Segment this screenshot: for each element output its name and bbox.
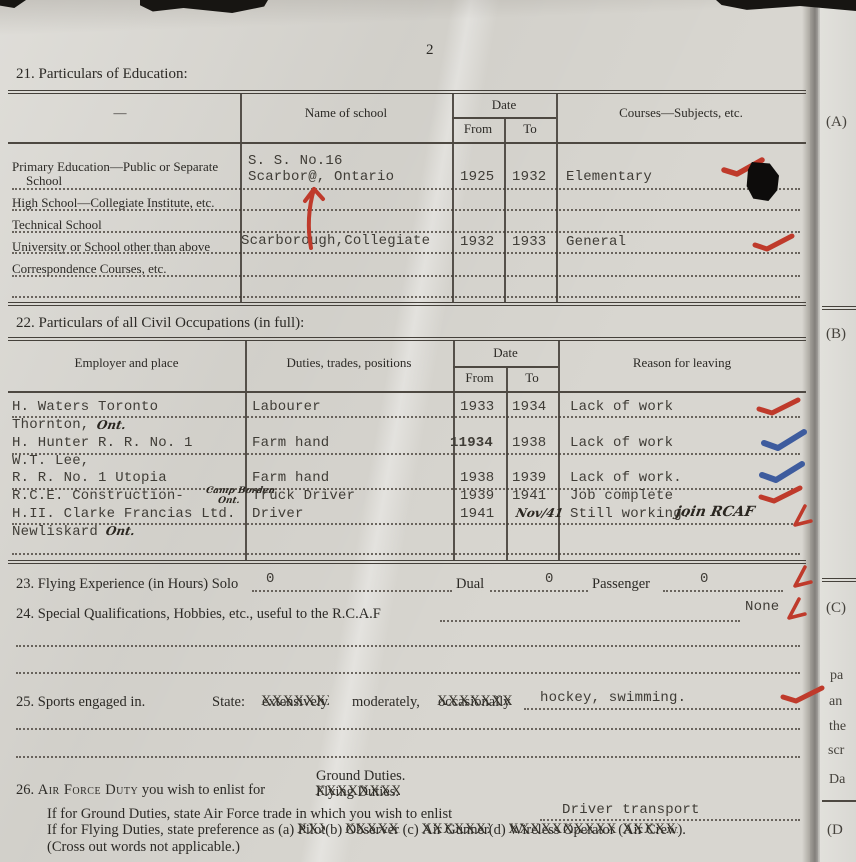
edu-header-date: Date — [491, 97, 517, 112]
edu-label-primary-line2: School — [26, 173, 63, 188]
s24-dotted-cont2 — [16, 672, 800, 674]
handwritten-nov-41: Nov/41 — [514, 506, 565, 520]
rule-bottom-occ-table — [8, 560, 806, 564]
blue-checkmark-icon — [760, 428, 808, 452]
occ-employer: Thornton, — [12, 417, 90, 433]
next-page-word-1: pa — [830, 668, 844, 683]
occ-header-duties: Duties, trades, positions — [286, 355, 412, 370]
occ-header-from: From — [465, 370, 494, 385]
edu-label-technical: Technical School — [12, 217, 102, 232]
s25-dotted-cont1 — [16, 728, 800, 730]
occ-dotted-1 — [12, 416, 800, 418]
s23-passenger-value: 0 — [700, 571, 709, 587]
edu-header-from: From — [463, 121, 493, 136]
handwritten-join-rcaf: join RCAF — [674, 504, 756, 520]
occ-employer: H. Hunter R. R. No. 1 — [12, 435, 193, 451]
edu-label-correspondence: Correspondence Courses, etc. — [12, 261, 167, 276]
s24-dotted — [440, 620, 740, 622]
next-page-rule-1 — [822, 306, 856, 310]
occ-duty: Driver — [252, 506, 304, 522]
s23-dotted-passenger — [663, 590, 783, 592]
s23-dotted-dual — [490, 590, 588, 592]
s26-trade-answer: Driver transport — [562, 802, 700, 818]
next-page-word-5: Da — [829, 772, 846, 787]
occ-col-line-3 — [506, 368, 508, 560]
s25-dotted-cont2 — [16, 756, 800, 758]
s25-dotted — [524, 708, 800, 710]
red-checkmark-icon — [752, 232, 796, 252]
occ-from: 11934 — [450, 435, 494, 451]
rule-bottom-edu-table — [8, 302, 806, 306]
section-22-title: 22. Particulars of all Civil Occupations (in full): — [16, 315, 305, 331]
s26-cross-note: (Cross out words not applicable.) — [47, 839, 240, 855]
s24-answer: None — [745, 599, 780, 615]
edu-dotted-row1 — [12, 188, 800, 190]
occ-from: 1933 — [460, 399, 495, 415]
s26-number: 26. — [16, 782, 35, 798]
occ-employer: R. R. No. 1 Utopia — [12, 470, 167, 486]
occ-to: 1934 — [512, 399, 547, 415]
s26-flying-pre: If for Flying Duties, state preference as (a) — [47, 822, 295, 838]
edu-entry-primary-to: 1932 — [512, 169, 547, 185]
edu-col-line-1 — [240, 94, 242, 303]
occ-employer: H.II. Clarke Francias Ltd. — [12, 506, 236, 522]
page-number: 2 — [426, 42, 434, 58]
occ-reason: Lack of work. — [570, 470, 682, 486]
occ-header-employer: Employer and place — [74, 355, 179, 370]
occ-to: 1941 — [512, 488, 547, 504]
occ-duty: Farm hand — [252, 435, 330, 451]
handwritten-ont: Ont. — [104, 524, 137, 538]
next-page-word-3: the — [829, 719, 847, 734]
crossed-word-air-crew: Air Crew XXXXXXXX — [623, 822, 677, 839]
s23-passenger-label: Passenger — [592, 576, 650, 592]
crossed-word-occasionally: occasionally XXXXXXXXXXXXX — [438, 694, 510, 711]
occ-col-line-4 — [558, 341, 560, 560]
occ-header-date: Date — [493, 345, 518, 360]
s26-b: (b) — [325, 822, 343, 838]
next-page-rule-3 — [822, 800, 856, 802]
occ-employer: H. Waters Toronto — [12, 399, 159, 415]
s23-dotted-solo — [252, 590, 452, 592]
s26-duty-choice — [316, 768, 405, 800]
red-checkmark-icon — [756, 396, 802, 416]
next-page-label-c: (C) — [826, 600, 846, 616]
edu-header-bottom-line — [8, 142, 806, 144]
edu-label-primary-line1: Primary Education—Public or Separate — [12, 159, 219, 174]
edu-dotted-row5 — [12, 275, 800, 277]
occ-header-bottom-line — [8, 391, 806, 393]
occ-col-line-1 — [245, 341, 247, 560]
s24-dotted-cont1 — [16, 645, 800, 647]
occ-reason: Still working. — [570, 506, 691, 522]
edu-header-courses: Courses—Subjects, etc. — [619, 105, 743, 120]
occ-duty: Farm hand — [252, 470, 330, 486]
s23-dual-value: 0 — [545, 571, 554, 587]
occ-date-subline — [453, 366, 558, 368]
s26-air-force-duty: Air Force Duty — [37, 782, 139, 798]
occ-duty: Labourer — [252, 399, 321, 415]
s25-state-label: State: — [212, 694, 246, 710]
next-page-label-d: (D — [827, 822, 843, 838]
red-tick-mark-icon — [790, 503, 814, 531]
rule-top-occ-table — [8, 337, 806, 341]
next-page-word-4: scr — [828, 743, 845, 758]
handwritten-camp-borden: Camp Borden — [205, 486, 276, 496]
next-page-rule-2 — [822, 578, 856, 582]
occ-dotted-5 — [12, 553, 800, 555]
crossed-word-extensively: extensively XXXXXXXXXXXX — [262, 694, 328, 711]
edu-date-subline — [452, 117, 556, 119]
edu-entry-primary-courses: Elementary — [566, 169, 653, 185]
crossed-word-observer: Observer XXXXXXXX — [346, 822, 399, 839]
edu-dotted-row6 — [12, 296, 800, 298]
s25-moderately: moderately, — [352, 694, 420, 710]
edu-col-line-4 — [556, 94, 558, 303]
s26-flying-line — [47, 822, 686, 839]
s26-close: ). — [677, 822, 686, 838]
edu-dotted-row2 — [12, 209, 800, 211]
crossed-word-pilot: Pilot XXXXX — [298, 822, 325, 839]
edu-header-school: Name of school — [304, 105, 388, 120]
red-tick-mark-icon — [784, 596, 808, 624]
occ-duty: Truck Driver — [252, 488, 356, 504]
crossed-word-wireless-operator: Wireless Operator XXXXXXXXXXXXXXXXXX — [509, 822, 614, 839]
edu-header-blank: — — [113, 105, 127, 120]
red-checkmark-icon — [780, 684, 826, 704]
s26-c: (c) — [402, 822, 419, 838]
occ-reason: Lack of work — [570, 435, 674, 451]
blue-checkmark-icon — [758, 460, 806, 484]
occ-to: 1939 — [512, 470, 547, 486]
red-arrow-up-icon — [296, 180, 332, 252]
section-24-label: 24. Special Qualifications, Hobbies, etc., useful to the R.C.A.F — [16, 606, 381, 622]
crossed-word-air-gunner: Air Gunner XXXXXXXXXXX — [422, 822, 488, 839]
s23-solo-value: 0 — [266, 571, 275, 587]
red-checkmark-icon — [758, 484, 804, 504]
s25-answer: hockey, swimming. — [540, 690, 687, 706]
occ-to: 1938 — [512, 435, 547, 451]
section-21-title: 21. Particulars of Education: — [16, 66, 188, 82]
occ-dotted-2 — [12, 453, 800, 455]
edu-entry-primary-school2: Scarbor@, Ontario — [248, 169, 395, 185]
edu-entry-university-courses: General — [566, 234, 627, 250]
occ-from: 1939 — [460, 488, 495, 504]
s26-ground-line: If for Ground Duties, state Air Force trade in which you wish to enlist — [47, 806, 453, 822]
edu-label-university: University or School other than above — [12, 239, 211, 254]
red-tick-mark-icon — [790, 564, 814, 592]
edu-header-to: To — [523, 121, 537, 136]
handwritten-ont: Ont. — [217, 496, 241, 506]
edu-entry-primary-school1: S. S. No.16 — [248, 153, 343, 169]
crossed-flying-duties: Flying Duties. XXXXXXXXXXXXXXX — [316, 784, 399, 800]
rule-top-edu-table — [8, 90, 806, 94]
s26-paren: ( — [618, 822, 624, 838]
next-page-word-2: an — [829, 694, 843, 709]
section-25-label: 25. Sports engaged in. — [16, 694, 146, 710]
occ-header-reason: Reason for leaving — [632, 355, 732, 370]
occ-employer: W.T. Lee, — [12, 453, 90, 469]
occ-reason: Lack of work — [570, 399, 674, 415]
occ-employer: R.C.E. Construction- — [12, 488, 185, 504]
next-page-label-a: (A) — [826, 114, 847, 130]
occ-header-to: To — [525, 370, 539, 385]
edu-entry-primary-from: 1925 — [460, 169, 495, 185]
s26-rest: you wish to enlist for — [141, 782, 266, 798]
section-23-label: 23. Flying Experience (in Hours) Solo — [16, 576, 239, 592]
s26-d: (d) — [488, 822, 506, 838]
occ-from: 1938 — [460, 470, 495, 486]
edu-dotted-row4 — [12, 252, 800, 254]
occ-reason: Job complete — [570, 488, 674, 504]
edu-label-high-school: High School—Collegiate Institute, etc. — [12, 195, 215, 210]
occ-from: 1941 — [460, 506, 495, 522]
edu-entry-university-from: 1932 — [460, 234, 495, 250]
handwritten-ont: Ont. — [95, 418, 128, 432]
edu-entry-university-to: 1933 — [512, 234, 547, 250]
occ-employer: Newliskard — [12, 524, 99, 540]
s23-dual-label: Dual — [456, 576, 485, 592]
edu-entry-university-school: Scarborough,Collegiate — [241, 233, 431, 249]
next-page-label-b: (B) — [826, 326, 846, 342]
s26-ground-duties: Ground Duties. — [316, 768, 406, 784]
section-26-label — [16, 782, 265, 799]
